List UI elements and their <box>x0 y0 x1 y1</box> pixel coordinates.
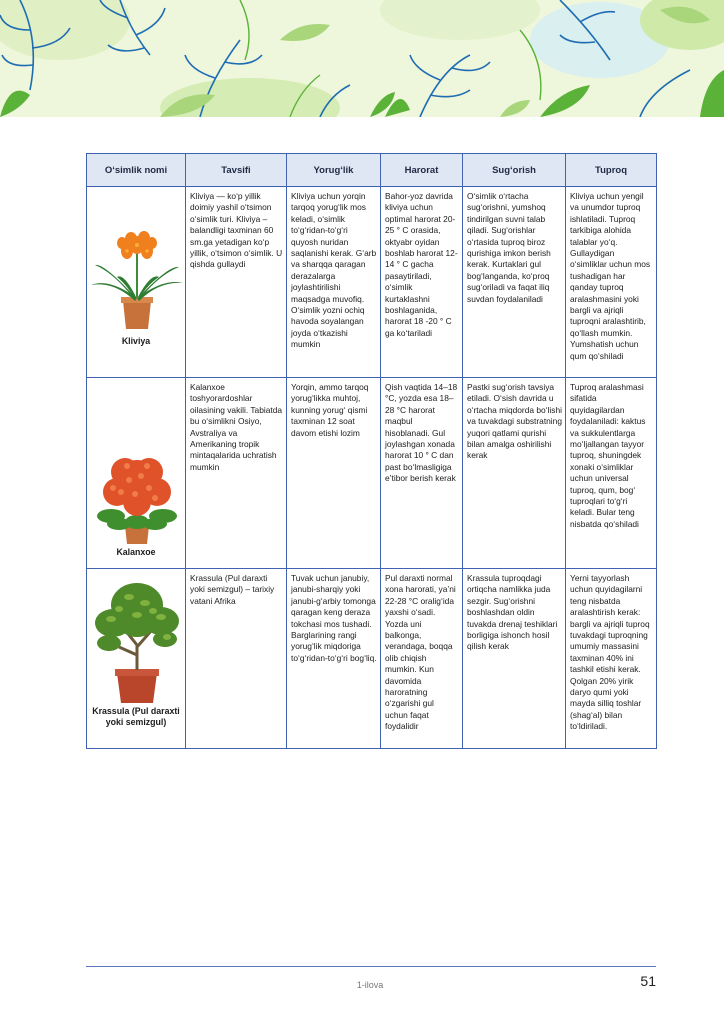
plant-name-cell <box>87 569 186 749</box>
table-row <box>87 569 657 749</box>
plant-name-cell <box>87 187 186 378</box>
light-cell: Yorqin, ammo tarqoq yorug‘likka muhtoj, kunning yorug‘ qismi taxminan 12 soat davom etishi lozim <box>287 378 381 569</box>
plant-name: Kliviya <box>121 336 151 346</box>
table-header-row <box>87 154 657 187</box>
footer-divider <box>86 966 656 967</box>
kliviya-plant-icon <box>89 193 185 333</box>
krassula-plant-icon <box>89 575 185 703</box>
plant-name-cell <box>87 378 186 569</box>
watering-cell: Pastki sug‘orish tavsiya etiladi. O‘sish davrida u o‘rtacha miqdorda bo‘lishi va tuvakdagi substratning yuqori qatlami qurishi bilan amalga oshirilishi kerak <box>463 378 566 569</box>
page-number: 51 <box>640 973 656 989</box>
description-cell: Kalanxoe toshyorardoshlar oilasining vakili. Tabiatda bu o‘simlikni Osiyo, Avstraliya va Amerikaning tropik mintaqalarida uchratish mumkin <box>186 378 287 569</box>
header-soil: Tuproq <box>566 154 657 187</box>
description-cell: Krassula (Pul daraxti yoki semizgul) – tarixiy vatani Afrika <box>186 569 287 749</box>
temperature-cell: Qish vaqtida 14–18 °C, yozda esa 18–28 °C harorat maqbul hisoblanadi. Gul joylashgan xonada harorat 10 ° C dan past bo‘lmasligiga e’tibor berish kerak <box>381 378 463 569</box>
temperature-cell: Bahor-yoz davrida kliviya uchun optimal harorat 20-25 ° C orasida, oktyabr oyidan boshlab harorat 12-14 ° C gacha pasaytiriladi, o‘simlik kurtaklashni boshlaganida, harorat 18 -20 ° C ga ko‘tariladi <box>381 187 463 378</box>
description-cell: Kliviya — ko‘p yillik doimiy yashil o‘tsimon o‘simlik turi. Kliviya – balandligi taxminan 60 sm.ga yetadigan ko‘p yillik, o‘tsimon o‘simlik. U qishda gullaydi <box>186 187 287 378</box>
table-row <box>87 187 657 378</box>
header-light: Yorug‘lik <box>287 154 381 187</box>
plant-care-table <box>86 153 657 749</box>
watering-cell: O‘simlik o‘rtacha sug‘orishni, yumshoq tindirilgan suvni talab qiladi. Sug‘orishlar o‘rtasida tuproq biroz qurishiga imkon berish kerak. Kurtaklari gul bog‘langanda, ko‘proq sug‘oriladi va faqat iliq suvdan foydalaniladi <box>463 187 566 378</box>
light-cell: Tuvak uchun janubiy, janubi-sharqiy yoki janubi-g‘arbiy tomonga qaragan keng deraza tokchasi mos tushadi. Barglarining rangi yorug‘lik miqdoriga to‘g‘ridan-to‘g‘ri bog‘liq. <box>287 569 381 749</box>
header-watering: Sug‘orish <box>463 154 566 187</box>
appendix-label: 1-ilova <box>356 980 384 990</box>
soil-cell: Yerni tayyorlash uchun quyidagilarni teng nisbatda aralashtirish kerak: bargli va ajriqli tuproq tuvakdagi tuproqning umumiy massasini taxminan 40% ini tashkil etishi kerak. Qolgan 20% yirik daryo qumi yoki mayda silliq toshlar (shag‘al) bilan to‘ldiriladi. <box>566 569 657 749</box>
soil-cell: Tuproq aralashmasi sifatida quyidagilardan foydalaniladi: kaktus va sukkulentlarga mo‘ljallangan tayyor tuproq, shuningdek xonaki o‘simliklar uchun universal tuproq, qum, bog‘ tuproqlari to‘g‘ri keladi. Bular teng nisbatda qo‘shiladi <box>566 378 657 569</box>
header-plant-name: O‘simlik nomi <box>87 154 186 187</box>
kalanxoe-plant-icon <box>89 384 185 544</box>
decorative-banner <box>0 0 724 117</box>
table-row <box>87 378 657 569</box>
soil-cell: Kliviya uchun yengil va unumdor tuproq ishlatiladi. Tuproq tarkibiga alohida talablar yo‘q. Gullaydigan o‘simliklar uchun mos tushadigan har qanday tuproq aralashmasini yoki bargli va ajriqli tuproqni aralashtirib, qo‘llash mumkin. Yumshatish uchun qum qo‘shiladi <box>566 187 657 378</box>
light-cell: Kliviya uchun yorqin tarqoq yorug‘lik mos keladi, o‘simlik to‘g‘ridan-to‘g‘ri quyosh nuridan saqlanishi kerak. G‘arb va sharqqa qaragan derazalarga joylashtirilishi maqsadga muvofiq. O‘simlik yozni ochiq havoda soyalangan joyda o‘tkazishi mumkin <box>287 187 381 378</box>
leaf-pattern-icon <box>0 0 724 117</box>
header-description: Tavsifi <box>186 154 287 187</box>
plant-name: Kalanxoe <box>116 547 156 557</box>
plant-name: Krassula (Pul daraxti yoki semizgul) <box>92 706 180 727</box>
header-temperature: Harorat <box>381 154 463 187</box>
temperature-cell: Pul daraxti normal xona harorati, ya’ni 22-28 °C oralig‘ida yaxshi o‘sadi. Yozda uni balkonga, verandaga, boqqa olib chiqish mumkin. Kun davomida haroratning o‘zgarishi gul uchun faqat foydalidir <box>381 569 463 749</box>
watering-cell: Krassula tuproqdagi ortiqcha namlikka juda sezgir. Sug‘orishni boshlashdan oldin tuvakda drenaj teshiklari borligiga ishonch hosil qilish kerak <box>463 569 566 749</box>
